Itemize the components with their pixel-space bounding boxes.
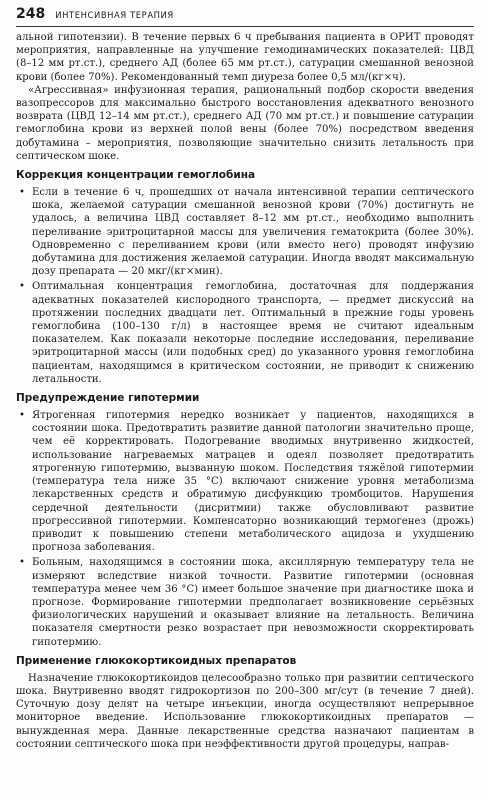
- list-item-text: Ятрогенная гипотермия нередко возникает у пациентов, находящихся в состоянии шока. Предотвратить развитие данной патологии значительно проще, чем её корректировать. Подогревание вводимых внутривенно жидкостей, использование нагреваемых матрацев и одеял позволяет предотвратить ятрогенную гипотермию, вызванную шоком. Последствия тяжёлой гипотермии (температура тела ниже 35 °С) включают снижение уровня метаболизма лекарственных средств и обратимую дисфункцию тромбоцитов. Нарушения сердечной деятельности (дисритмии) также обусловливают развитие прогрессивной гипотермии. Компенсаторно возникающий термогенез (дрожь) приводит к повышению степени метаболического ацидоза и ухудшению прогноза заболевания.: [32, 410, 474, 554]
- bullet-list-hypothermia: [16, 409, 474, 649]
- bullet-icon: •: [19, 410, 25, 422]
- section-title-glucocorticoids: Применение глюкокортикоидных препаратов: [16, 654, 297, 667]
- page-number: 248: [16, 6, 46, 22]
- list-item: [16, 186, 474, 278]
- running-title: ИНТЕНСИВНАЯ ТЕРАПИЯ: [55, 10, 174, 20]
- page-header: [16, 6, 474, 27]
- list-item: [16, 409, 474, 554]
- list-item-text: Оптимальная концентрация гемоглобина, достаточная для поддержания адекватных показателей кислородного транспорта, — предмет дискуссий на протяжении последних двадцати лет. Оптимальный в прежние годы уровень гемоглобина (100–130 г/л) в настоящее время не считают идеальным показателем. Как показали некоторые последние исследования, переливание эритроцитарной массы (или подобных сред) до указанного уровня гемоглобина пациентам, находящимся в критическом состоянии, не приводит к снижению летальности.: [32, 281, 474, 385]
- list-item-text: Если в течение 6 ч, прошедших от начала интенсивной терапии септического шока, желаемой сатурации смешанной венозной крови (70%) достигнуть не удалось, а величина ЦВД составляет 8–12 мм рт.ст., необходимо выполнить переливание эритроцитарной массы для увеличения гематокрита (более 30%). Одновременно с переливанием крови (или вместо него) проводят инфузию добутамина для достижения желаемой сатурации. Иногда вводят максимальную дозу препарата — 20 мкг/(кг×мин).: [32, 187, 474, 278]
- bullet-icon: •: [19, 187, 25, 199]
- bullet-icon: •: [19, 557, 25, 569]
- section-title-hemoglobin: Коррекция концентрации гемоглобина: [16, 169, 256, 182]
- bullet-icon: •: [19, 281, 25, 293]
- intro-paragraph: «Агрессивная» инфузионная терапия, рациональный подбор скорости введения вазопрессоров для максимально быстрого восстановления адекватного венозного возврата (ЦВД 12–14 мм рт.ст.), среднего АД (70 мм рт.ст.) и повышение сатурации гемоглобина крови из верхней полой вены (более 70%) посредством введения добутамина – мероприятия, позволяющие значительно снизить летальность при септическом шоке.: [16, 84, 474, 162]
- bullet-list-hemoglobin: [16, 186, 474, 386]
- section-title-hypothermia: Предупреждение гипотермии: [16, 392, 200, 405]
- glucocorticoids-paragraph: Назначение глюкокортикоидов целесообразно только при развитии септического шока. Внутривенно вводят гидрокортизон по 200–300 мг/сут (в течение 7 дней). Суточную дозу делят на четыре инъекции, иногда осуществляют непрерывное мониторное введение. Использование глюкокортикоидных препаратов — вынужденная мера. Данные лекарственные средства назначают пациентам в состоянии септического шока при неэффективности другой процедуры, направ-: [16, 672, 474, 750]
- list-item: [16, 280, 474, 386]
- list-item-text: Больным, находящимся в состоянии шока, аксиллярную температуру тела не измеряют вследствие низкой точности. Развитие гипотермии (основная температура менее чем 36 °С) имеет большое значение при диагностике шока и прогнозе. Формирование гипотермии предполагает возникновение серьёзных физиологических нарушений и оказывает влияние на летальность. Величина показателя смертности резко возрастает при невозможности скорректировать гипотермию.: [32, 557, 474, 648]
- intro-paragraph: альной гипотензии). В течение первых 6 ч пребывания пациента в ОРИТ проводят мероприятия, направленные на улучшение гемодинамических показателей: ЦВД (8–12 мм рт.ст.), среднего АД (более 65 мм рт.ст.), сатурации смешанной венозной крови (более 70%). Рекомендованный темп диуреза более 0,5 мл/(кг×ч).: [16, 32, 474, 83]
- list-item: [16, 556, 474, 648]
